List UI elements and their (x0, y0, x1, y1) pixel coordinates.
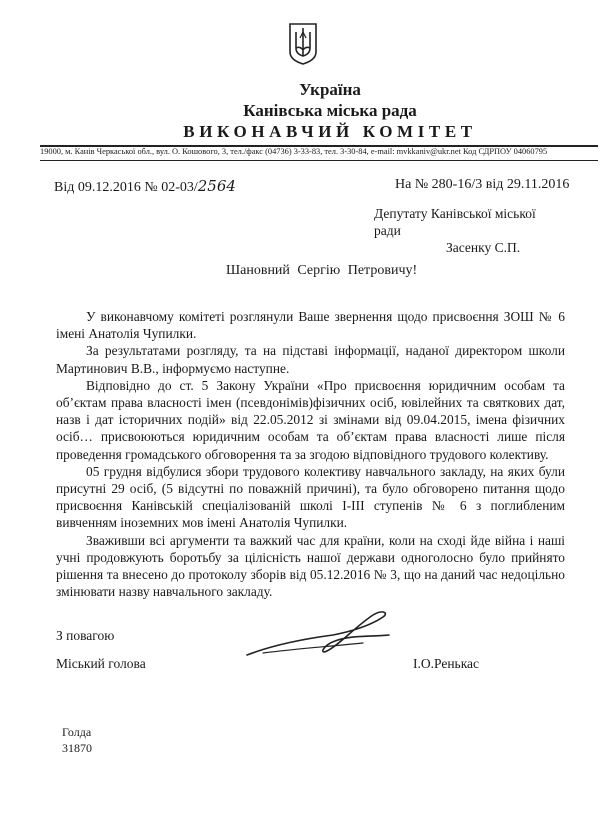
signatory-name: І.О.Ренькас (413, 656, 480, 671)
body-paragraph: Зваживши всі аргументи та важкий час для країни, коли на сході йде війна і наші учні продовжують боротьбу за цілісність нашої держави одноголосно було прийнято рішення та внесено до протоколу зборів від 05.12.2016 № 3, що на даний час недоцільно змінювати назву навчального закладу. (56, 532, 565, 600)
body-paragraph: Відповідно до ст. 5 Закону України «Про присвоєння юридичним особам та об’єктам права власності імен (псевдонімів)фізичних осіб, ювілейних та святкових дат, назв і дат історичних подій» від 22.05.2012 зі змінами від 09.04.2015, імена фізичних осіб… присвоюються юридичним особам та об’єктам права власності лише після проведення громадського обговорення та за згодою відповідного трудового колективу. (56, 377, 565, 462)
body-paragraph: За результатами розгляду, та на підставі інформації, наданої директором школи Мартинович В.В., інформуємо наступне. (56, 343, 565, 376)
executor-block (62, 724, 92, 756)
letterhead-committee: ВИКОНАВЧИЙ КОМІТЕТ (183, 122, 477, 141)
letterhead-rule-bottom (40, 160, 598, 161)
closing-regards: З повагою (56, 628, 115, 643)
executor-phone: 31870 (62, 741, 92, 755)
letterhead-address: 19000, м. Канів Черкаської обл., вул. О. Кошового, 3, тел./факс (04736) 3-33-83, тел. 3-30-84, e-mail: mvkkaniv@ukr.net Код СДРПОУ 04060795 (40, 147, 548, 156)
letter-body (56, 308, 565, 600)
addressee-line-2: Засенку С.П. (446, 240, 521, 255)
body-paragraph: 05 грудня відбулися збори трудового колективу навчального закладу, на яких були присутні 29 осіб, (5 відсутні по поважній причині), та було обговорено питання щодо присвоєння Канівській спеціалізованій школі І-ІІІ ступенів № 6 з поглибленим вивченням іноземних мов імені Анатолія Чупилки. (56, 463, 565, 531)
outgoing-reference-prefix: Від 09.12.2016 № 02-03/ (54, 180, 198, 195)
trident-emblem-icon (288, 22, 318, 66)
incoming-reference: На № 280-16/3 від 29.11.2016 (395, 177, 570, 192)
letterhead-country: Україна (299, 80, 361, 99)
addressee-block (374, 205, 562, 256)
addressee-line-1: Депутату Канівської міської ради (374, 206, 536, 238)
letterhead-council: Канівська міська рада (243, 101, 417, 120)
handwritten-signature (243, 605, 393, 665)
body-paragraph: У виконавчому комітеті розглянули Ваше звернення щодо присвоєння ЗОШ № 6 імені Анатолія Чупилки. (56, 309, 565, 342)
salutation: Шановний Сергію Петровичу! (226, 263, 418, 278)
executor-name: Голда (62, 725, 92, 739)
outgoing-reference-handwritten-number: 2564 (197, 177, 236, 195)
signatory-position: Міський голова (56, 656, 146, 671)
outgoing-reference (54, 177, 236, 196)
